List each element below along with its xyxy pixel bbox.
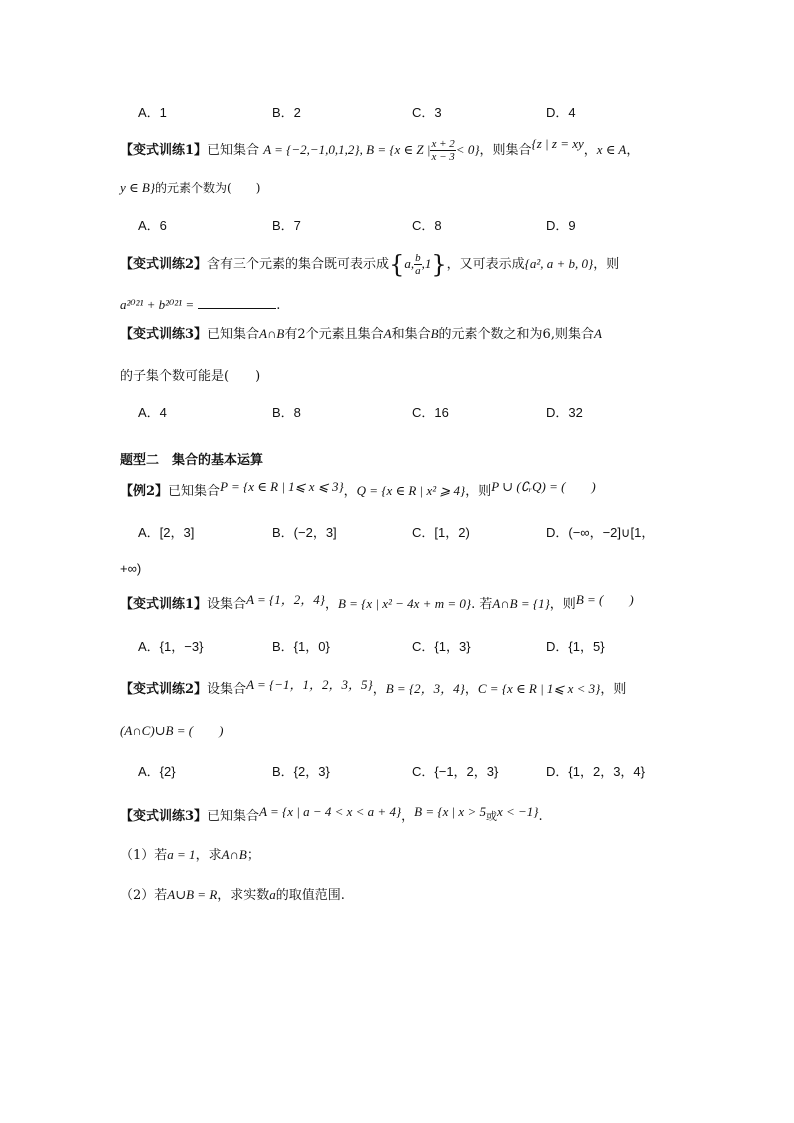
question-text: 已知集合	[168, 484, 221, 499]
answer-blank[interactable]	[198, 296, 276, 309]
option-a: A．[2，3]	[138, 525, 195, 540]
question-text: ，则集合	[479, 143, 532, 159]
option-d: D．{1，2，3，4}	[546, 764, 645, 779]
option-d: D．32	[546, 405, 583, 420]
set-a-expression: A = {x | a − 4 < x < a + 4}	[259, 804, 402, 819]
variant-3b-line1	[120, 804, 543, 824]
variant-1a-line2	[120, 181, 260, 195]
option-d: D．{1，5}	[546, 639, 605, 654]
part-1	[120, 848, 260, 862]
question-text: ，则	[600, 682, 627, 697]
or-text: 或	[485, 810, 497, 823]
set-c-expression: C = {x ∈ R | 1⩽ x < 3}	[477, 681, 601, 696]
set-name: B	[430, 326, 439, 341]
set-b-expression-end: x < −1}	[496, 804, 539, 819]
variant-2a-line2	[120, 296, 280, 312]
set-b-end: < 0}	[455, 142, 480, 158]
option-d: D．9	[546, 218, 576, 233]
option-c: C．{1，3}	[412, 639, 471, 654]
variant-1a-line1	[120, 138, 639, 163]
variant-label: 【变式训练1】	[120, 143, 208, 159]
variant-label: 【变式训练2】	[120, 682, 208, 697]
set-name: A	[593, 326, 602, 341]
question-text: . 若	[471, 597, 493, 612]
comma: ，	[626, 143, 640, 159]
option-a: A．4	[138, 405, 167, 420]
fraction: $\frac{b}{a}$	[415, 252, 421, 278]
variant-2b-line1	[120, 677, 627, 697]
comma: ，	[324, 597, 338, 612]
question-text: 已知集合	[207, 327, 260, 342]
variable: a	[269, 887, 276, 902]
question-text: 和集合	[391, 327, 431, 342]
option-a: A．{1，−3}	[138, 639, 204, 654]
question-text: 已知集合	[207, 809, 260, 824]
option-d: D．(−∞，−2]∪[1，	[546, 525, 655, 540]
expression: (A∩C)∪B = ( )	[120, 723, 224, 738]
question-text: 设集合	[207, 597, 247, 612]
set-b-expression: B = {2，3，4}	[385, 681, 465, 696]
set-q-expression: Q = {x ∈ R | x² ⩾ 4}	[356, 483, 466, 498]
condition: a = 1	[167, 847, 196, 862]
question-text: ，则	[549, 597, 576, 612]
question-text: 含有三个元素的集合既可表示成	[207, 257, 390, 273]
option-b: B．{1，0}	[272, 639, 330, 654]
variant-2b-line2	[120, 724, 223, 738]
comma: ，	[372, 682, 386, 697]
set-element: ,1	[421, 256, 432, 272]
question-text: 的元素个数为( )	[155, 181, 261, 195]
question-text: 的子集个数可能是( )	[120, 369, 261, 384]
option-a: A．1	[138, 105, 167, 120]
question-ask: B = ( )	[575, 592, 634, 607]
question-ask: A∩B	[221, 847, 247, 862]
part-2	[120, 888, 345, 902]
set-element: a,	[404, 256, 415, 272]
option-c: C．{−1，2，3}	[412, 764, 499, 779]
variant-label: 【变式训练3】	[120, 327, 208, 342]
option-c: C．3	[412, 105, 442, 120]
comma: ，	[583, 143, 597, 159]
option-c: C．16	[412, 405, 449, 420]
part-label: （2）若	[120, 888, 168, 903]
expression: P ∪ (∁ᵣQ) = ( )	[491, 479, 596, 494]
question-text: 有2个元素且集合	[284, 327, 384, 342]
set-name: A	[383, 326, 392, 341]
condition: A∪B = R	[167, 887, 218, 902]
expression: a²⁰²¹ + b²⁰²¹ =	[120, 297, 195, 312]
question-text: 设集合	[207, 682, 247, 697]
option-d: D．4	[546, 105, 576, 120]
variant-3a-line1	[120, 327, 602, 341]
example-2-line1	[120, 479, 596, 499]
variant-label: 【变式训练2】	[120, 257, 208, 273]
question-text: ，求实数	[217, 888, 270, 903]
option-b: B．{2，3}	[272, 764, 330, 779]
question-text: 的元素个数之和为6,则集合	[438, 327, 594, 342]
set-b-expression: B = {x | x > 5	[414, 804, 486, 819]
option-b: B．(−2，3]	[272, 525, 337, 540]
option-d-wrap: +∞)	[120, 561, 142, 576]
variant-label: 【变式训练3】	[120, 809, 208, 824]
question-text: ，则	[593, 257, 620, 273]
option-c: C．[1，2)	[412, 525, 470, 540]
set-a-expression: A = {−2,−1,0,1,2}, B = {x ∈ Z |	[263, 142, 431, 158]
option-b: B．2	[272, 105, 301, 120]
question-text: ，求	[195, 848, 222, 863]
set-expression: {a², a + b, 0}	[524, 256, 594, 272]
period: .	[276, 298, 281, 313]
example-label: 【例2】	[120, 484, 169, 499]
comma: ，	[343, 484, 357, 499]
variant-label: 【变式训练1】	[120, 597, 208, 612]
option-c: C．8	[412, 218, 442, 233]
part-label: （1）若	[120, 848, 168, 863]
set-p-expression: P = {x ∈ R | 1⩽ x ⩽ 3}	[220, 479, 344, 494]
condition: A∩B = {1}	[492, 596, 550, 611]
variant-1b-line1	[120, 592, 634, 612]
comma: ，	[401, 809, 415, 824]
condition-y-in-b: y ∈ B}	[120, 180, 156, 195]
option-b: B．8	[272, 405, 301, 420]
fraction: $\frac{x + 2}{x - 3}$	[431, 138, 455, 164]
question-text: ，则	[465, 484, 492, 499]
question-text: 已知集合	[207, 143, 260, 159]
set-b-expression: B = {x | x² − 4x + m = 0}	[337, 596, 472, 611]
set-a-expression: A = {1，2，4}	[246, 592, 325, 607]
semicolon: ；	[246, 848, 260, 863]
variant-3a-line2	[120, 370, 260, 383]
option-b: B．7	[272, 218, 301, 233]
question-text: 的取值范围.	[275, 888, 345, 903]
section-title: 题型二 集合的基本运算	[120, 453, 264, 468]
set-a-expression: A = {−1，1，2，3，5}	[246, 677, 373, 692]
variant-2a-line1: 【变式训练2】含有三个元素的集合既可表示成{a, $\frac{b}{a}$ ,1}，又可表示成{a², a + b, 0}，则	[120, 250, 620, 279]
set-c-expression: {z | z = xy	[531, 136, 584, 152]
option-a: A．6	[138, 218, 167, 233]
condition-x-in-a: x ∈ A	[596, 142, 627, 158]
comma: ，	[464, 682, 478, 697]
option-a: A．{2}	[138, 764, 176, 779]
question-text: ，又可表示成	[446, 257, 525, 273]
period: .	[538, 809, 543, 824]
set-intersection: A∩B	[259, 326, 285, 341]
